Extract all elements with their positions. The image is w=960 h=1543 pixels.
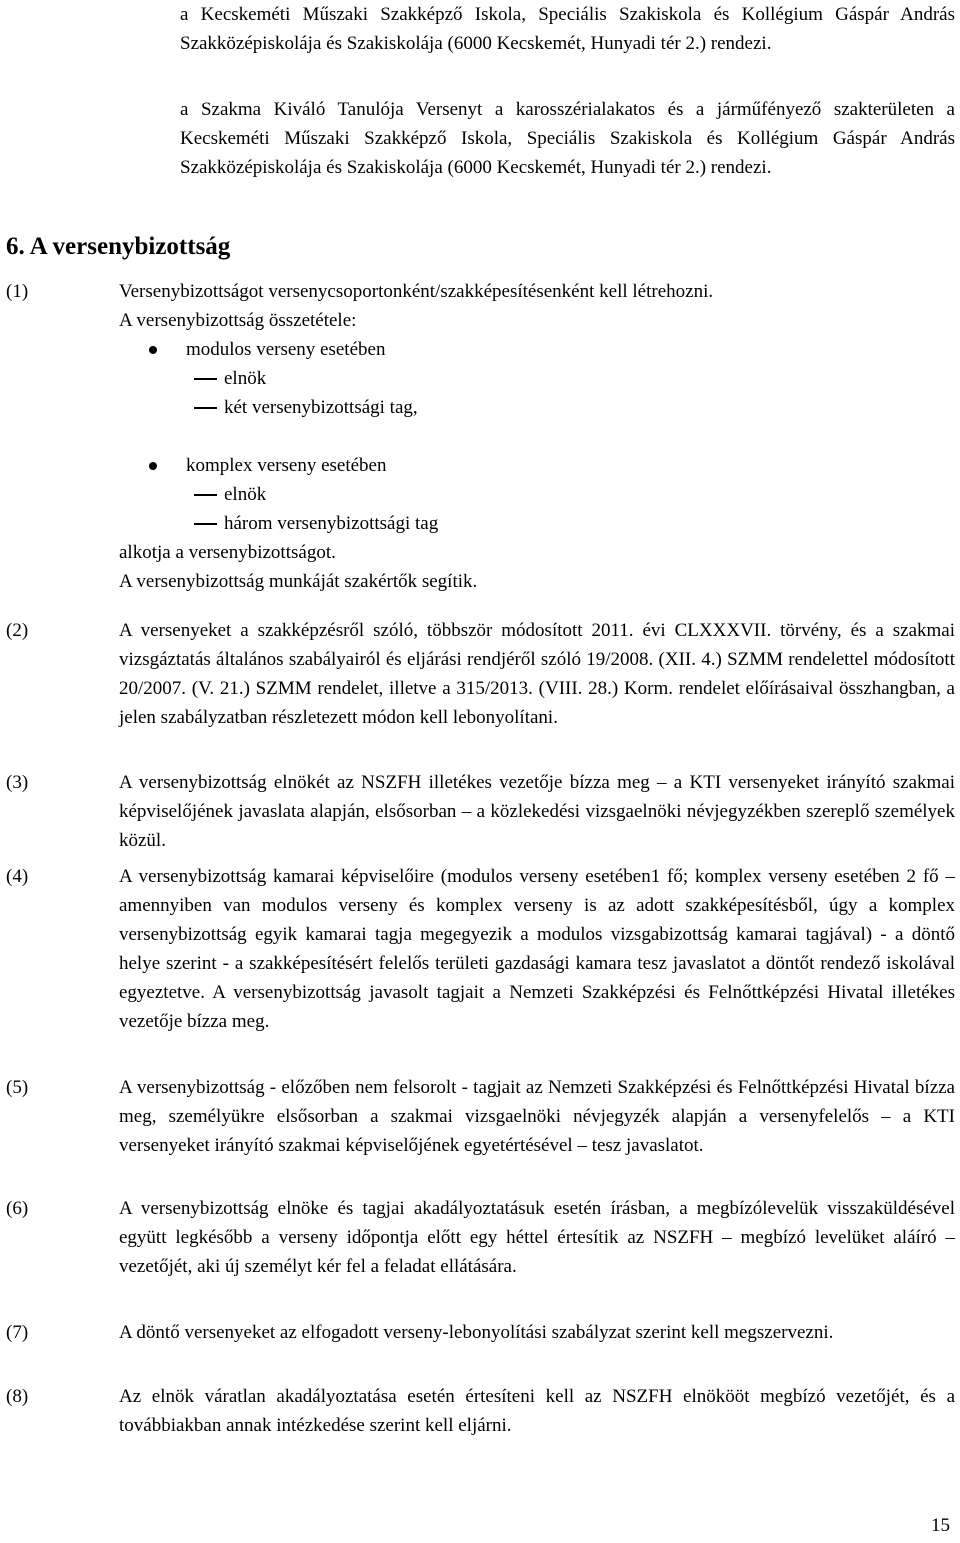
bullet-icon: [149, 462, 157, 470]
bullet-komplex: [119, 451, 955, 480]
item-number: (5): [6, 1077, 29, 1098]
dash-icon: [194, 523, 217, 525]
item-body: [119, 277, 955, 596]
spacer: [119, 422, 955, 451]
item-1: [6, 277, 955, 596]
item-3: [6, 768, 955, 855]
bullet-label: komplex verseny esetében: [186, 455, 387, 476]
item-text: A döntő versenyeket az elfogadott verseny-lebonyolítási szabályzat szerint kell megszervezni.: [119, 1322, 834, 1343]
item-7: [6, 1318, 955, 1347]
item-number: (8): [6, 1386, 29, 1407]
bullet-modulos: [119, 335, 955, 364]
item-number: (7): [6, 1322, 29, 1343]
composition-label: A versenybizottság összetétele:: [119, 310, 357, 331]
item-number: (2): [6, 620, 29, 641]
dash-icon: [194, 378, 217, 380]
item-6: [6, 1194, 955, 1281]
member-item: két versenybizottsági tag,: [119, 393, 955, 422]
item-number: (4): [6, 866, 29, 887]
member-item: három versenybizottsági tag: [119, 509, 955, 538]
intro-paragraph-2: a Szakma Kiváló Tanulója Versenyt a karosszérialakatos és a járműfényező szakterületen a Kecskeméti Műszaki Szakképző Iskola, Speciális Szakiskola és Kollégium Gáspár András Szakközépiskolája és Szakiskolája (6000 Kecskemét, Hunyadi tér 2.) rendezi.: [180, 99, 955, 178]
intro-paragraph-1: a Kecskeméti Műszaki Szakképző Iskola, Speciális Szakiskola és Kollégium Gáspár András Szakközépiskolája és Szakiskolája (6000 Kecskemét, Hunyadi tér 2.) rendezi.: [180, 4, 955, 54]
item-8: [6, 1382, 955, 1440]
item-text: Az elnök váratlan akadályoztatása esetén értesíteni kell az NSZFH elnökööt megbízó vezetőjét, és a továbbiakban annak intézkedése szerint kell eljárni.: [119, 1386, 955, 1436]
member-item: elnök: [119, 364, 955, 393]
item-text: A versenybizottság - előzőben nem felsorolt - tagjait az Nemzeti Szakképzési és Felnőttképzési Hivatal bízza meg, személyükre elsősorban a szakmai vizsgaelnöki névjegyzék alapján a versenyfelelős – a KTI versenyeket irányító szakmai képviselőjének egyetértésével – tesz javaslatot.: [119, 1077, 955, 1156]
bullet-icon: [149, 346, 157, 354]
section-heading: 6. A versenybizottság: [6, 233, 231, 260]
item-number: (3): [6, 772, 29, 793]
item-number: (1): [6, 281, 29, 302]
item-5: [6, 1073, 955, 1160]
bullet-label: modulos verseny esetében: [186, 339, 386, 360]
closing-line: A versenybizottság munkáját szakértők segítik.: [119, 571, 478, 592]
item-text: A versenyeket a szakképzésről szóló, többször módosított 2011. évi CLXXXVII. törvény, és a szakmai vizsgáztatás általános szabályairól és eljárási rendjéről szóló 19/2008. (XII. 4.) SZMM rendelettel módosított 20/2007. (V. 21.) SZMM rendelet, illetve a 315/2013. (VIII. 28.) Korm. rendelet előírásaival összhangban, a jelen szabályzatban részletezett módon kell lebonyolítani.: [119, 620, 955, 728]
item-number: (6): [6, 1198, 29, 1219]
dash-icon: [194, 494, 217, 496]
item-text: A versenybizottság elnöke és tagjai akadályoztatásuk esetén írásban, a megbízólevelük visszaküldésével együtt legkésőbb a verseny időpontja előtt egy héttel értesítik az NSZFH – megbízó levelüket aláíró – vezetőjét, aki új személyt kér fel a feladat ellátására.: [119, 1198, 955, 1277]
dash-icon: [194, 407, 217, 409]
item-text: A versenybizottság elnökét az NSZFH illetékes vezetője bízza meg – a KTI versenyeket irányító szakmai képviselőjének javaslata alapján, elsősorban – a közlekedési vizsgaelnöki névjegyzékben szereplő személyek közül.: [119, 772, 955, 851]
closing-line: alkotja a versenybizottságot.: [119, 542, 336, 563]
item-text: A versenybizottság kamarai képviselőire (modulos verseny esetében1 fő; komplex verseny esetében 2 fő – amennyiben van modulos verseny és komplex verseny is az adott szakképesítésből, úgy a komplex versenybizottság egyik kamarai tagja megegyezik a modulos vizsgabizottság kamarai tagjával) - a döntő helye szerint - a szakképesítésért felelős területi gazdasági kamara tesz javaslatot a döntőt rendező iskolával egyeztetve. A versenybizottság javasolt tagjait a Nemzeti Szakképzési és Felnőttképzési Hivatal illetékes vezetője bízza meg.: [119, 866, 955, 1032]
item-2: [6, 616, 955, 732]
member-item: elnök: [119, 480, 955, 509]
page-number: 15: [931, 1515, 950, 1536]
item-lead: Versenybizottságot versenycsoportonként/szakképesítésenként kell létrehozni.: [119, 281, 714, 302]
item-4: [6, 862, 955, 1036]
